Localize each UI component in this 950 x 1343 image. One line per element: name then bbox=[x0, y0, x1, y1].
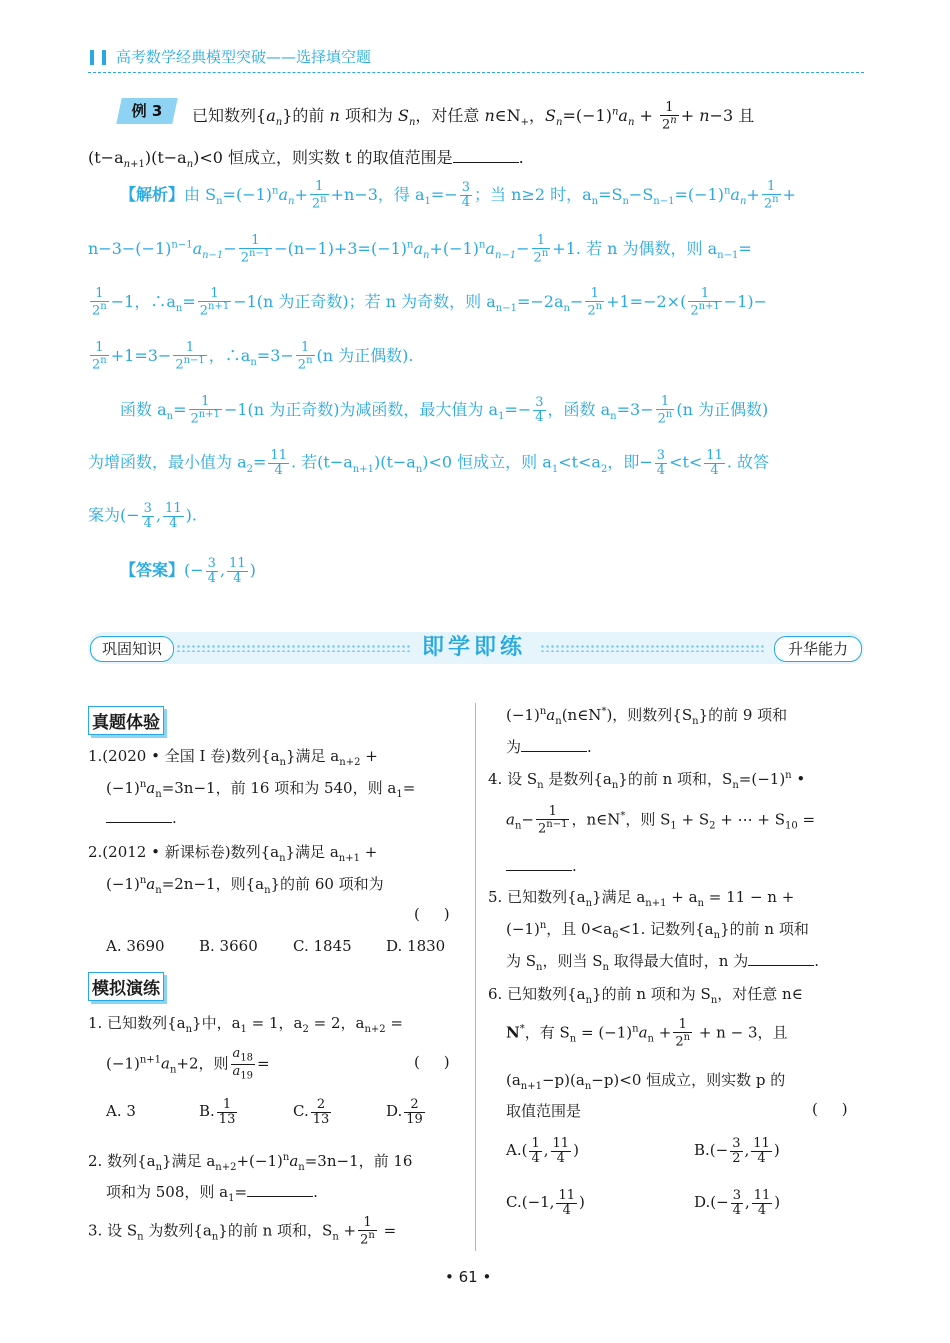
mock-q1-option-a[interactable]: A. 3 bbox=[106, 1102, 136, 1120]
banner-right-label: 升华能力 bbox=[774, 636, 862, 662]
answer-paren[interactable]: ( ) bbox=[812, 1100, 848, 1118]
real-q2-option-c[interactable]: C. 1845 bbox=[293, 937, 352, 955]
solution-line-5: 函数 $a_n=$ $\frac{1}{2^{n+1}}$ −1(n 为正奇数)为减函数，最大值为 $a_1=-$ $\frac{3}{4}$ ，函数 $a_n=3-$ $\frac{1}{2^n}$ (n 为正偶数) bbox=[120, 394, 769, 426]
answer-blank[interactable] bbox=[506, 856, 572, 871]
real-q2-option-a[interactable]: A. 3690 bbox=[106, 937, 165, 955]
answer-line: 【答案】(− $\frac{3}{4}$ , $\frac{11}{4}$ ) bbox=[120, 556, 256, 586]
answer-blank[interactable] bbox=[521, 737, 587, 752]
real-q1-line-3: . bbox=[106, 808, 177, 827]
mock-q4-line-2: $a_n-$ $\frac{1}{2^{n-1}}$ ，n∈N*，则 $S_1 + S_2$ + ⋯ + $S_{10}$ = bbox=[506, 804, 816, 836]
mock-q3-line-2: $(-1)^na_n(n\in N^*)$，则数列$\{S_n\}$的前 9 项和 bbox=[506, 706, 788, 727]
mock-q6-option-c[interactable]: C.(−1, $\frac{11}{4}$ ) bbox=[506, 1188, 585, 1218]
mock-q2-line-2: 项和为 508，则 $a_1=$ . bbox=[106, 1183, 318, 1204]
mock-q6-option-a[interactable]: A.( $\frac{1}{4}$ , $\frac{11}{4}$ ) bbox=[506, 1136, 579, 1166]
section-title-mock: 模拟演练 bbox=[88, 972, 164, 1001]
banner-dots bbox=[540, 644, 766, 652]
mock-q6-line-2: N*，有 $S_n = (-1)^na_n$ + $\frac{1}{2^n}$ + n − 3，且 bbox=[506, 1017, 788, 1049]
real-q1-line-2: $(-1)^na_n=3n-1$，前 16 项和为 540，则 $a_1=$ bbox=[106, 779, 416, 800]
mock-q5-line-1: 5. 已知数列$\{a_n\}$满足 $a_{n+1} + a_n = 11 - n$ + bbox=[488, 888, 795, 909]
mock-q5-line-2: $(-1)^n$，且 $0<a_6<1$. 记数列$\{a_n\}$的前 n 项和 bbox=[506, 920, 809, 941]
mock-q6-option-b[interactable]: B.(− $\frac{3}{2}$ , $\frac{11}{4}$ ) bbox=[694, 1136, 780, 1166]
solution-line-4: $\frac{1}{2^n}$ +1=3− $\frac{1}{2^{n-1}}$ ，$\therefore a_n=3-$ $\frac{1}{2^n}$ (n 为正偶数). bbox=[92, 340, 414, 372]
solution-line-2: $n-3-(-1)^{n-1}a_{n-1}-$ $\frac{1}{2^{n-1}}$ $-(n-1)+3=(-1)^na_n+(-1)^na_{n-1}-$ $\frac{1}{2^n}$ +1. 若 n 为偶数，则 $a_{n-1}=$ bbox=[88, 233, 752, 265]
mock-q6-line-4: 取值范围是 bbox=[506, 1102, 582, 1120]
mock-q6-option-d[interactable]: D.(− $\frac{3}{4}$ , $\frac{11}{4}$ ) bbox=[694, 1188, 781, 1218]
real-q1-line-1: 1.(2020 • 全国 Ⅰ 卷)数列$\{a_n\}$满足 $a_{n+2}$ + bbox=[88, 747, 378, 768]
solution-line-1: 【解析】由 $S_n=(-1)^na_n+$ $\frac{1}{2^n}$ +n−3，得 $a_1=-$ $\frac{3}{4}$ ；当 n≥2 时，$a_n=S_n-S_{n-1}=(-1)^na_n+$ $\frac{1}{2^n}$ + bbox=[120, 179, 796, 211]
answer-blank[interactable] bbox=[453, 148, 519, 163]
answer-blank[interactable] bbox=[247, 1182, 313, 1197]
mock-q1-option-c[interactable]: C. $\frac{2}{13}$ bbox=[293, 1097, 330, 1127]
banner-title: 即学即练 bbox=[422, 635, 527, 660]
real-q2-option-b[interactable]: B. 3660 bbox=[199, 937, 258, 955]
solution-line-3: $\frac{1}{2^n}$ −1，$\therefore a_n=$ $\frac{1}{2^{n+1}}$ −1(n 为正奇数)；若 n 为奇数，则 $a_{n-1}=-2a_n-$ $\frac{1}{2^n}$ +1=−2×( $\frac{1}{2^{n+1}}$ −1)− bbox=[92, 286, 768, 318]
answer-blank[interactable] bbox=[748, 951, 814, 966]
example-line-1: 已知数列$\{a_n\}$的前 n 项和为 $S_n$，对任意 $n\in N_+$，$S_n=(-1)^na_n$ + $\frac{1}{2^n}$ + n−3 且 bbox=[192, 100, 755, 132]
example-line-2: $(t-a_{n+1})(t-a_n)<0$ 恒成立，则实数 t 的取值范围是 . bbox=[88, 148, 524, 171]
header-divider bbox=[88, 72, 864, 73]
real-q2-line-1: 2.(2012 • 新课标卷)数列$\{a_n\}$满足 $a_{n+1}$ + bbox=[88, 843, 378, 864]
page-number: • 61 • bbox=[445, 1268, 492, 1286]
banner-dots bbox=[176, 644, 412, 652]
mock-q3-line-1: 3. 设 $S_n$ 为数列$\{a_n\}$的前 n 项和，$S_n$ + $\frac{1}{2^n}$ = bbox=[88, 1215, 397, 1247]
mock-q1-option-b[interactable]: B. $\frac{1}{13}$ bbox=[199, 1097, 236, 1127]
practice-banner bbox=[88, 632, 864, 664]
mock-q1-line-1: 1. 已知数列$\{a_n\}$中，$a_1 = 1$，$a_2 = 2$，$a_{n+2}$ = bbox=[88, 1014, 403, 1035]
section-title-real: 真题体验 bbox=[88, 706, 164, 735]
header-title: 高考数学经典模型突破——选择填空题 bbox=[116, 48, 372, 66]
mock-q4-line-1: 4. 设 $S_n$ 是数列$\{a_n\}$的前 n 项和，$S_n=(-1)^n$ • bbox=[488, 770, 806, 791]
example-tag: 例 3 bbox=[116, 98, 178, 124]
header-accent-bar bbox=[90, 50, 94, 65]
real-q2-option-d[interactable]: D. 1830 bbox=[386, 937, 446, 955]
mock-q4-line-3: . bbox=[506, 856, 577, 875]
solution-line-7: 案为(− $\frac{3}{4}$ , $\frac{11}{4}$ ). bbox=[88, 501, 197, 531]
mock-q6-line-3: $(a_{n+1}-p)(a_n-p)<0$ 恒成立，则实数 p 的 bbox=[506, 1071, 786, 1092]
mock-q1-line-2: $(-1)^{n+1}a_n+2$，则 $\frac{a_{18}}{a_{19}}$ = bbox=[106, 1046, 270, 1082]
real-q2-line-2: $(-1)^na_n=2n-1$，则$\{a_n\}$的前 60 项和为 bbox=[106, 875, 384, 896]
mock-q5-line-3: 为 $S_n$，则当 $S_n$ 取得最大值时，n 为 . bbox=[506, 952, 819, 973]
answer-paren[interactable]: ( ) bbox=[414, 905, 450, 923]
column-divider bbox=[475, 703, 476, 1251]
answer-blank[interactable] bbox=[106, 808, 172, 823]
mock-q2-line-1: 2. 数列$\{a_n\}$满足 $a_{n+2}+(-1)^na_n=3n-1$，前 16 bbox=[88, 1152, 413, 1173]
solution-line-6: 为增函数，最小值为 $a_2=$ $\frac{11}{4}$ . 若$(t-a_{n+1})(t-a_n)<0$ 恒成立，则 $a_1<t<a_2$，即− $\frac{3}{4}$ <t< $\frac{11}{4}$ . 故答 bbox=[88, 448, 770, 478]
mock-q1-option-d[interactable]: D. $\frac{2}{19}$ bbox=[386, 1097, 423, 1127]
banner-left-label: 巩固知识 bbox=[90, 636, 174, 662]
mock-q6-line-1: 6. 已知数列$\{a_n\}$的前 n 项和为 $S_n$，对任意 n∈ bbox=[488, 985, 803, 1006]
mock-q3-line-3: 为 . bbox=[506, 738, 592, 756]
answer-paren[interactable]: ( ) bbox=[414, 1053, 450, 1071]
header-accent-bar bbox=[102, 50, 106, 65]
